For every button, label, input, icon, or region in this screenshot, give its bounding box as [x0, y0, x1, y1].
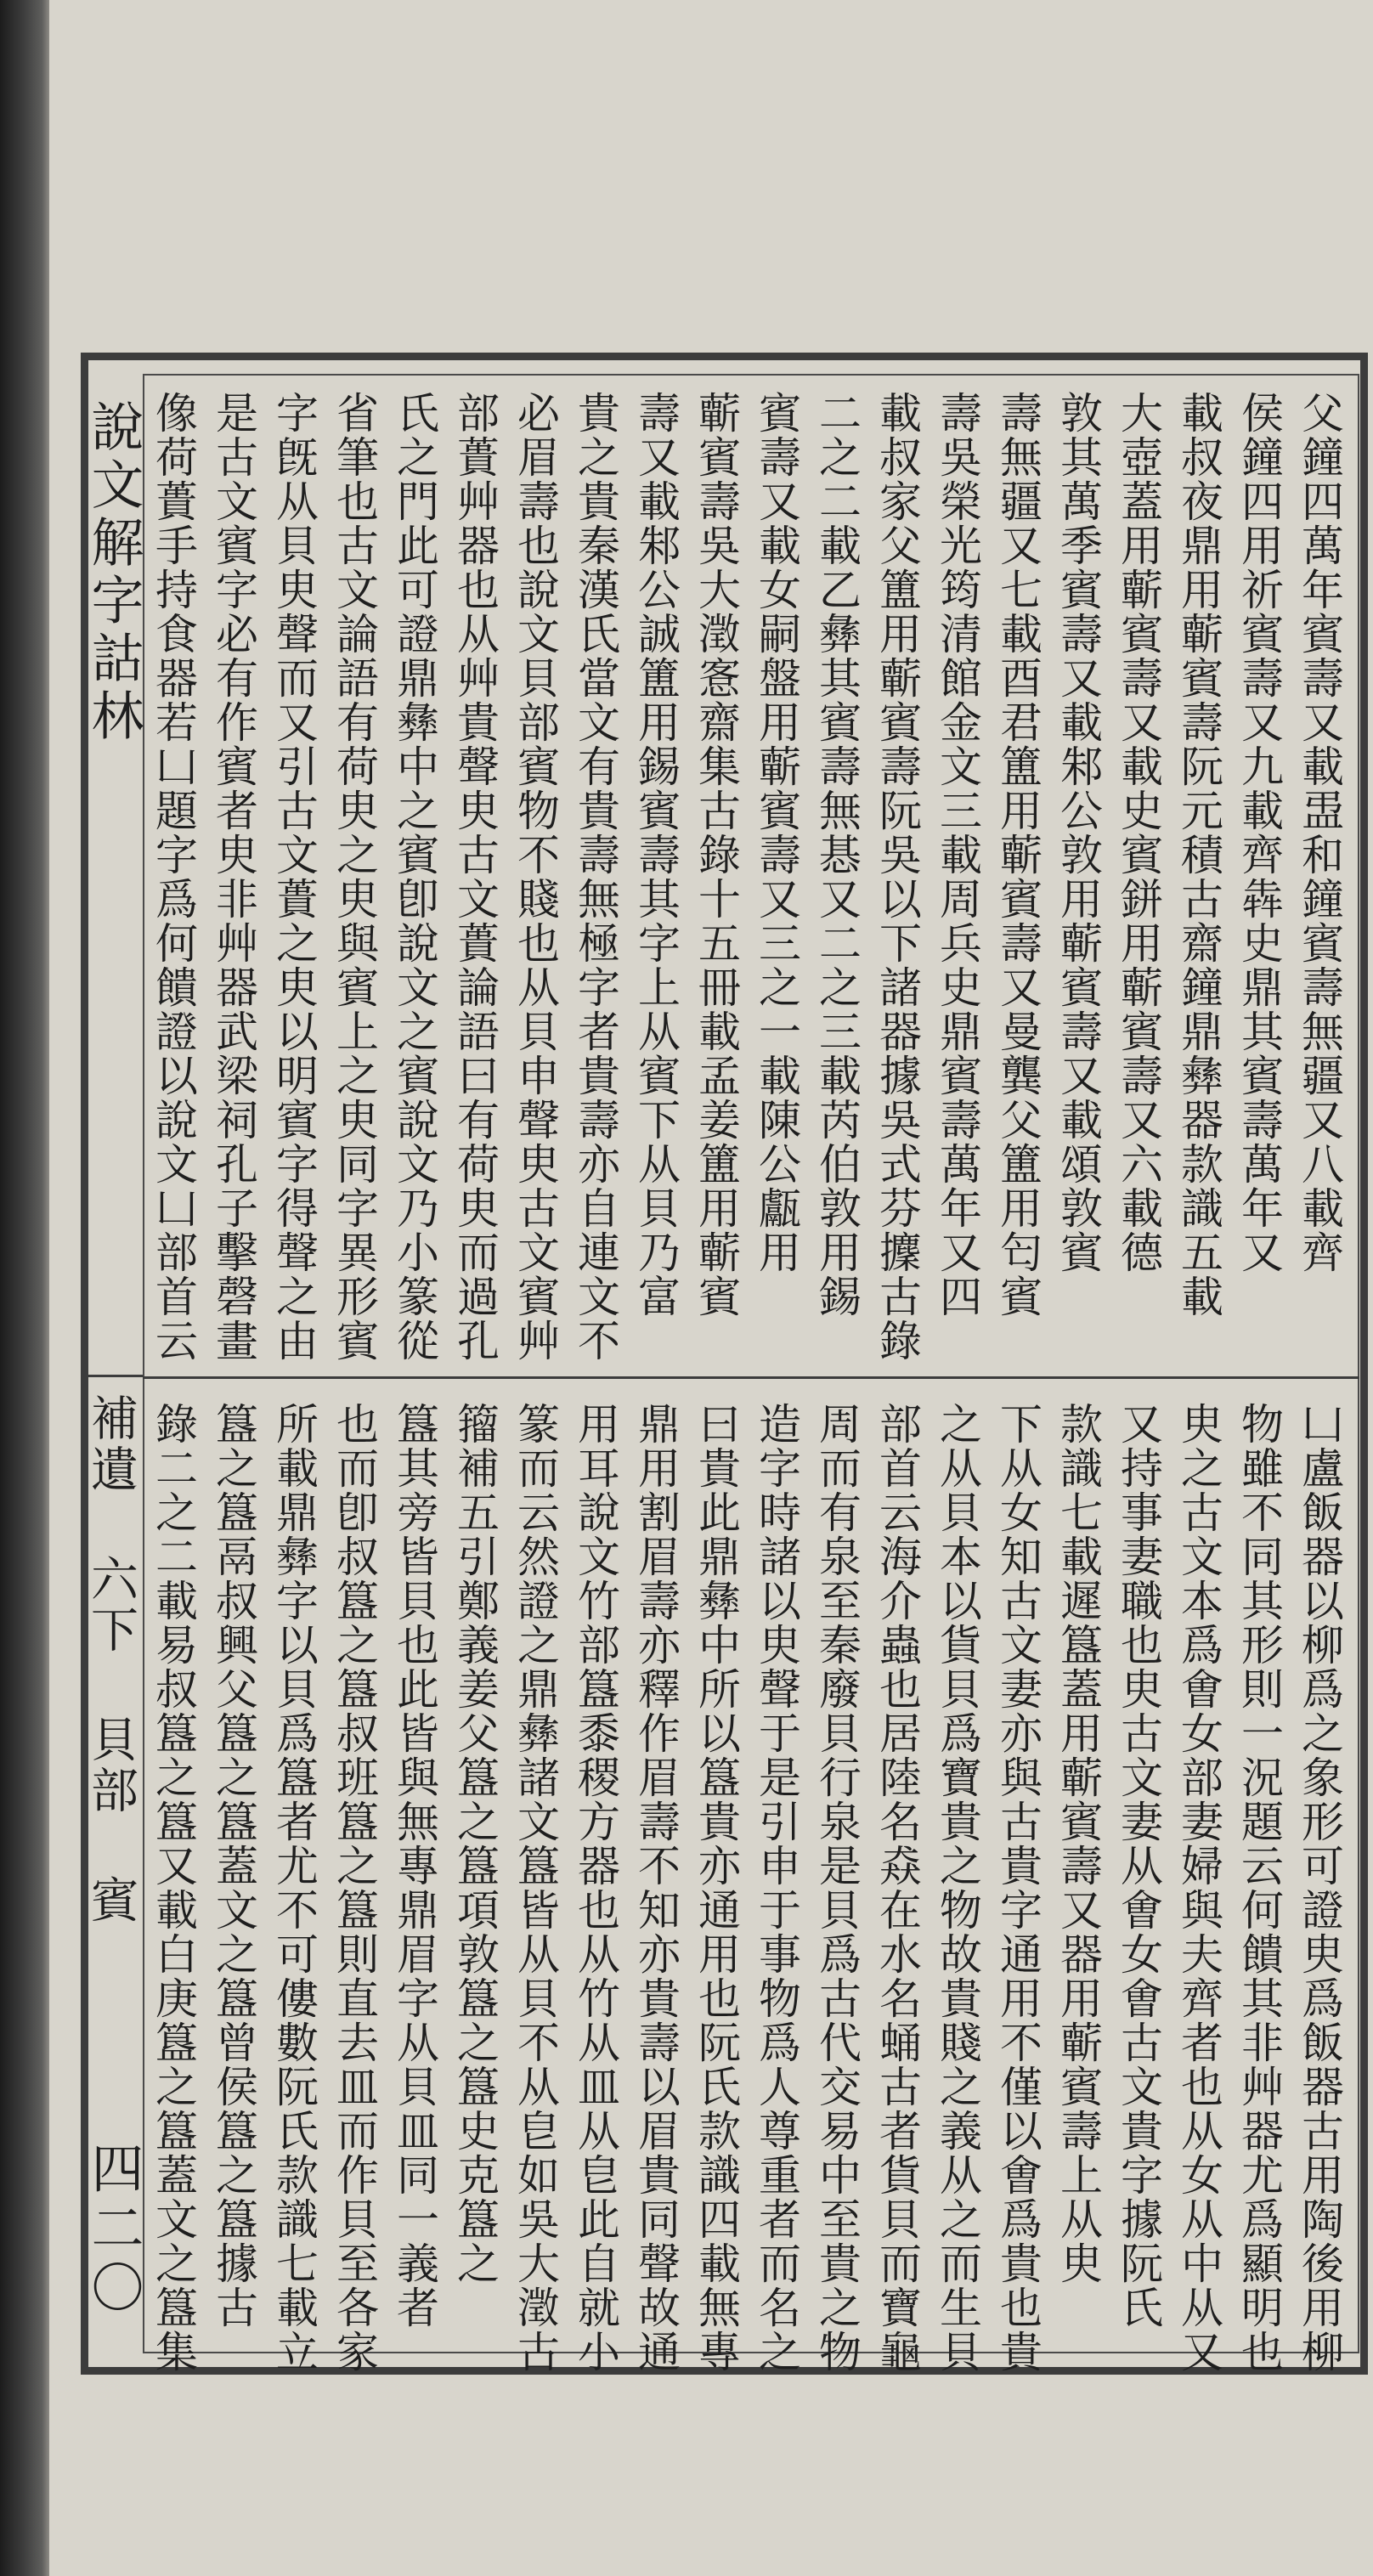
book-spine [0, 0, 49, 2576]
text-column: 載叔家父簠用蘄賓壽阮吳以下諸器據吳式芬攈古錄 [873, 391, 922, 1363]
text-column: 二之二載乙彝其賓壽無惎又二之三載芮伯敦用錫 [812, 391, 862, 1319]
text-column: 氏之門此可證鼎彝中之賓卽說文之賓說文乃小篆從 [390, 391, 439, 1363]
text-column: 之从貝本以貨貝爲寶貴之物故貴賤之義从之而生貝 [933, 1402, 982, 2374]
text-column: 壽吳榮光筠清館金文三載周兵史鼎賓壽萬年又四 [933, 391, 982, 1319]
text-column: 簋其旁皆貝也此皆與無專鼎眉字从貝皿同一義者 [390, 1402, 439, 2330]
page-number: 四二〇 [82, 2141, 144, 2319]
text-column: 物雖不同其形則一況題云何饋其非艸器尤爲顯明也 [1235, 1402, 1284, 2374]
text-column: 是古文賓字必有作賓者㬰非艸器武梁祠孔子擊磬畫 [209, 391, 258, 1363]
text-column: 載叔夜鼎用蘄賓壽阮元積古齋鐘鼎彝器款識五載 [1174, 391, 1223, 1319]
text-column: 侯鐘四用祈賓壽又九載齊犇史鼎其賓壽萬年又 [1235, 391, 1284, 1274]
text-column: 凵盧飯器以柳爲之象形可證㬰爲飯器古用陶後用柳 [1295, 1402, 1344, 2374]
margin-strip-divider [81, 1375, 143, 1377]
text-column: 敦其萬季賓壽又載邾公敦用蘄賓壽又載頌敦賓 [1054, 391, 1103, 1274]
text-column: 曰貴此鼎彝中所以簋貴亦通用也阮氏款識四載無專 [692, 1402, 741, 2374]
text-column: 籀補五引鄭義姜父簋之簋項敦簋之簋史克簋之 [450, 1402, 500, 2285]
text-column: 部首云海介蟲也居陸名猋在水名蛹古者貨貝而寶龜 [873, 1402, 922, 2374]
text-column: 部蕢艸器也从艸貴聲㬰古文蕢論語曰有荷㬰而過孔 [450, 391, 500, 1363]
text-column: 篆而云然證之鼎彝諸文簋皆从貝不从皀如吳大澂古 [511, 1402, 560, 2374]
text-column: 簋之簋鬲叔興父簋之簋蓋文之簋曾侯簋之簋據古 [209, 1402, 258, 2330]
text-column: 省筆也古文論語有荷㬰之㬰與賓上之㬰同字異形賓 [330, 391, 379, 1363]
text-column: 周而有泉至秦廢貝行泉是貝爲古代交易中至貴之物 [812, 1402, 862, 2374]
text-column: 父鐘四萬年賓壽又載盄和鐘賓壽無疆又八載齊 [1295, 391, 1344, 1274]
text-column: 貴之貴秦漢氏當文有貴壽無極字者貴壽亦自連文不 [571, 391, 620, 1363]
text-column: 也而卽叔簋之簋叔班簋之簋則直去皿而作貝至各家 [330, 1402, 379, 2374]
register-divider [143, 1376, 1359, 1379]
text-column: 款識七載遲簋蓋用蘄賓壽又器用蘄賓壽上从㬰 [1054, 1402, 1103, 2285]
text-column: 大壺蓋用蘄賓壽又載史賓鉼用蘄賓壽又六載德 [1114, 391, 1163, 1274]
text-column: 下从女知古文妻亦與古貴字通用不僅以㑹爲貴也貴 [993, 1402, 1042, 2374]
text-column: 壽又載邾公誠簠用錫賓壽其字上从賓下从貝乃富 [631, 391, 681, 1319]
text-column: 所載鼎彝字以貝爲簋者尤不可僂數阮氏款識七載立 [269, 1402, 319, 2374]
text-column: 又持事妻職也㬰古文妻从㑹女㑹古文貴字據阮氏 [1114, 1402, 1163, 2330]
text-column: 㬰之古文本爲㑹女部妻婦與夫齊者也从女从中从又 [1174, 1402, 1223, 2374]
text-column: 鼎用割眉壽亦釋作眉壽不知亦貴壽以眉貴同聲故通 [631, 1402, 681, 2374]
text-column: 必眉壽也說文貝部賓物不賤也从貝申聲㬰古文賓艸 [511, 391, 560, 1363]
text-column: 像荷蕢手持食器若凵題字爲何饋證以說文凵部首云 [149, 391, 198, 1363]
text-column: 字旣从貝㬰聲而又引古文蕢之㬰以明賓字得聲之由 [269, 391, 319, 1363]
text-column: 造字時諸以㬰聲于是引申于事物爲人尊重者而名之 [752, 1402, 801, 2374]
text-column: 用耳說文竹部簋黍稷方器也从竹从皿从皀此自就小 [571, 1402, 620, 2374]
book-title: 說文解字詁林 [82, 399, 144, 746]
text-column: 蘄賓壽吳大澂愙齋集古錄十五冊載孟姜簠用蘄賓 [692, 391, 741, 1319]
section-label: 補遺 六下 貝部 賓 [83, 1393, 138, 1926]
text-column: 壽無疆又七載酉君簠用蘄賓壽又曼龔父簠用匄賓 [993, 391, 1042, 1319]
text-column: 賓壽又載女嗣盤用蘄賓壽又三之一載陳公甗用 [752, 391, 801, 1274]
text-column: 錄二之二載易叔簋之簋又載白庚簋之簋蓋文之簋集 [149, 1402, 198, 2374]
